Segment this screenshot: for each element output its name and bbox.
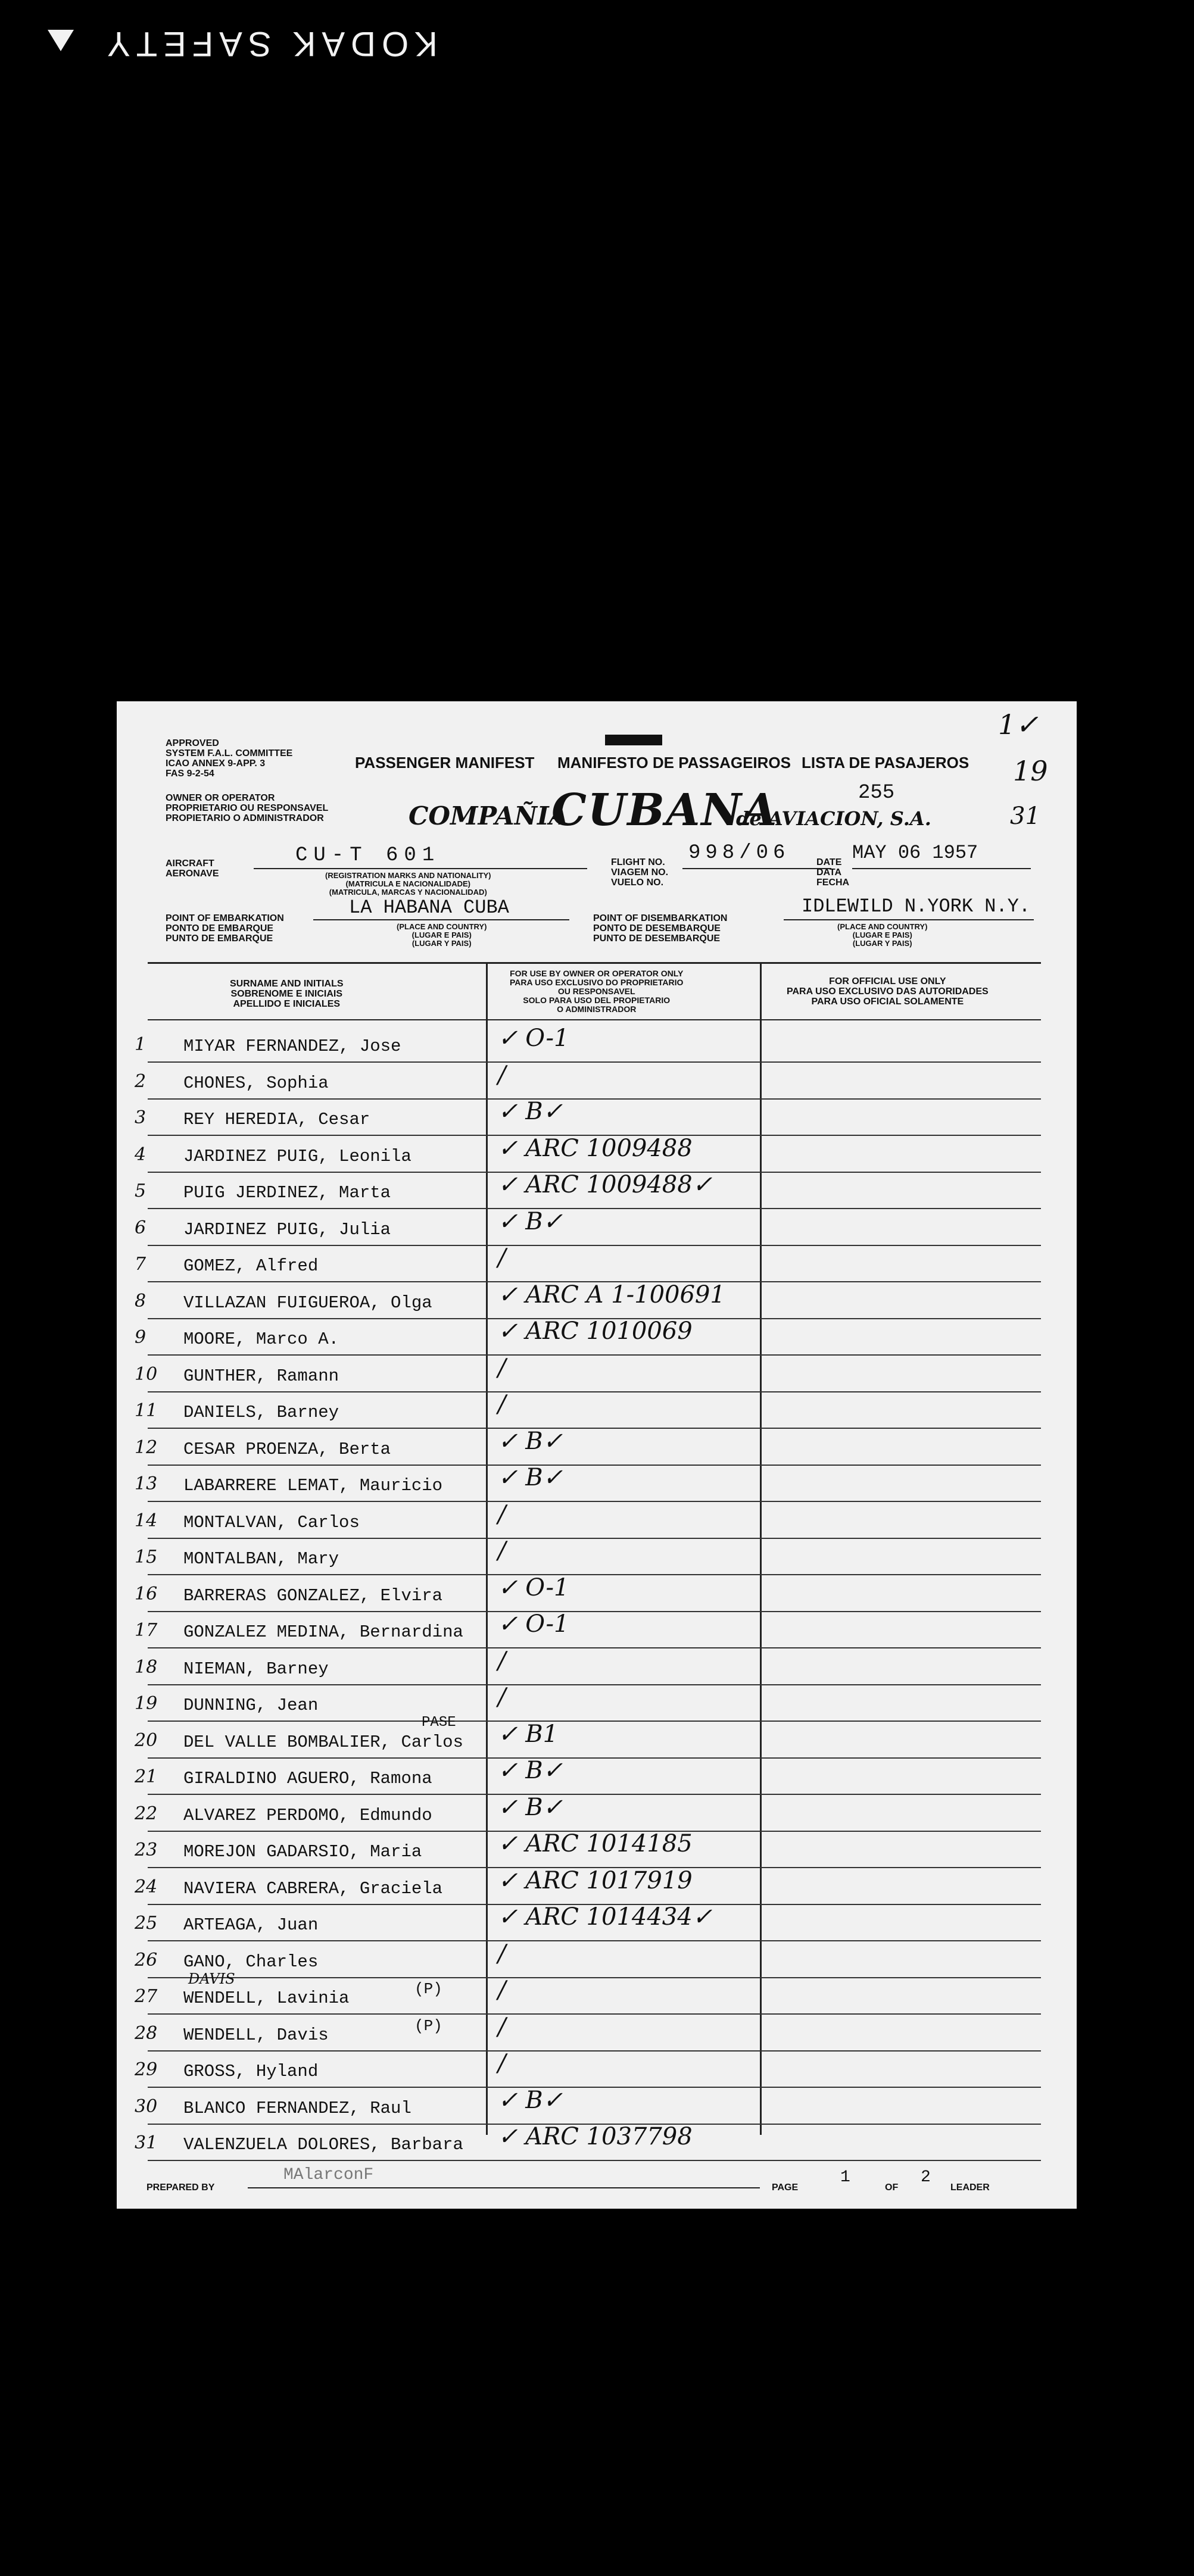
title-en: PASSENGER MANIFEST xyxy=(355,754,535,772)
table-row xyxy=(117,1356,1077,1392)
passenger-manifest xyxy=(117,701,1077,2209)
row-number: 26 xyxy=(135,1950,158,1971)
embark-place-label: (PLACE AND COUNTRY) (LUGAR E PAIS) (LUGAR Y PAIS) xyxy=(397,922,487,948)
owner-note: ✓ ARC A 1-100691 xyxy=(498,1281,725,1309)
owner-note: / xyxy=(498,1061,506,1089)
table-row xyxy=(117,1502,1077,1539)
passenger-name: JARDINEZ PUIG, Julia xyxy=(183,1220,391,1239)
row-number: 30 xyxy=(135,2096,158,2117)
row-number: 31 xyxy=(135,2132,158,2153)
table-row xyxy=(117,1136,1077,1173)
owner-note: ✓ B1 xyxy=(498,1721,559,1748)
row-number: 21 xyxy=(135,1766,158,1787)
disembark-place-label: (PLACE AND COUNTRY) (LUGAR E PAIS) (LUGAR Y PAIS) xyxy=(837,922,928,948)
owner-note: / xyxy=(498,1940,506,1968)
manifest-number: 255 xyxy=(858,782,895,804)
flight-underline xyxy=(682,868,831,869)
owner-note: ✓ B✓ xyxy=(498,1428,563,1455)
table-header-rule xyxy=(148,1019,1041,1020)
corner-mark-2: 19 xyxy=(1013,755,1048,787)
aircraft-value: CU-T 601 xyxy=(295,844,441,867)
table-top-rule xyxy=(148,962,1041,964)
owner-note: / xyxy=(498,1354,506,1382)
owner-note: ✓ ARC 1014185 xyxy=(498,1830,693,1857)
table-row xyxy=(117,1209,1077,1246)
aircraft-underline xyxy=(254,868,587,869)
passenger-name: CHONES, Sophia xyxy=(183,1073,329,1093)
embark-value: LA HABANA CUBA xyxy=(349,897,509,919)
table-row xyxy=(117,1282,1077,1319)
table-row xyxy=(117,1831,1077,1868)
row-number: 10 xyxy=(135,1364,158,1385)
disembark-label: POINT OF DISEMBARKATION PONTO DE DESEMBARQUE PUNTO DE DESEMBARQUE xyxy=(593,913,728,944)
table-row xyxy=(117,1465,1077,1502)
row-number: 27 xyxy=(135,1986,158,2007)
owner-note: ✓ B✓ xyxy=(498,2087,563,2114)
page-value: 1 xyxy=(840,2168,850,2187)
row-number: 19 xyxy=(135,1693,158,1714)
passenger-name: BLANCO FERNANDEZ, Raul xyxy=(183,2099,411,2118)
passenger-name: REY HEREDIA, Cesar xyxy=(183,1110,370,1129)
passenger-name: LABARRERE LEMAT, Mauricio xyxy=(183,1476,443,1495)
row-number: 15 xyxy=(135,1547,158,1568)
row-number: 5 xyxy=(135,1181,146,1201)
row-number: 2 xyxy=(135,1071,146,1092)
owner-note: / xyxy=(498,1537,506,1565)
owner-note: ✓ ARC 1009488✓ xyxy=(498,1171,713,1198)
disembark-value: IDLEWILD N.YORK N.Y. xyxy=(802,895,1031,917)
prepared-by-underline xyxy=(248,2187,760,2188)
table-row xyxy=(117,2124,1077,2161)
row-number: 17 xyxy=(135,1620,158,1641)
redaction-mark xyxy=(605,735,662,745)
table-row xyxy=(117,1099,1077,1136)
page-label: PAGE xyxy=(772,2182,799,2193)
leader-label: LEADER xyxy=(950,2182,990,2193)
flight-value: 998/06 xyxy=(688,842,790,864)
owner-note: ✓ ARC 1037798 xyxy=(498,2123,693,2150)
table-row xyxy=(117,1575,1077,1612)
approved-block xyxy=(166,738,292,779)
row-number: 29 xyxy=(135,2059,158,2080)
owner-note: / xyxy=(498,1501,506,1528)
row-mark: (P) xyxy=(414,1980,442,1998)
row-number: 28 xyxy=(135,2023,158,2044)
passenger-name: MONTALVAN, Carlos xyxy=(183,1513,360,1532)
owner-note: ✓ B✓ xyxy=(498,1464,563,1491)
passenger-name: MIYAR FERNANDEZ, Jose xyxy=(183,1036,401,1056)
table-row xyxy=(117,1904,1077,1941)
owner-note: ✓ O-1 xyxy=(498,1025,569,1052)
passenger-name: DUNNING, Jean xyxy=(183,1696,319,1715)
table-row xyxy=(117,1795,1077,1832)
table-row xyxy=(117,1172,1077,1209)
row-number: 8 xyxy=(135,1291,146,1312)
owner-note: / xyxy=(498,1391,506,1418)
row-number: 14 xyxy=(135,1510,158,1531)
table-row xyxy=(117,1026,1077,1063)
film-arrow-icon xyxy=(48,30,74,51)
table-row xyxy=(117,1758,1077,1795)
owner-note: ✓ B✓ xyxy=(498,1794,563,1821)
owner-note: ✓ O-1 xyxy=(498,1610,569,1638)
table-row xyxy=(117,2051,1077,2088)
of-label: OF xyxy=(885,2182,899,2193)
row-number: 9 xyxy=(135,1327,146,1348)
row-number: 1 xyxy=(135,1034,146,1055)
prepared-by-value: MAlarconF xyxy=(283,2166,374,2184)
row-number: 24 xyxy=(135,1876,158,1897)
of-value: 2 xyxy=(921,2168,931,2187)
row-number: 20 xyxy=(135,1730,158,1751)
corner-mark-1: 1✓ xyxy=(998,708,1039,741)
table-row xyxy=(117,1648,1077,1685)
passenger-name: DEL VALLE BOMBALIER, Carlos xyxy=(183,1732,463,1752)
row-number: 11 xyxy=(135,1400,158,1421)
owner-note: / xyxy=(498,1647,506,1675)
passenger-name: MONTALBAN, Mary xyxy=(183,1549,339,1569)
row-number: 18 xyxy=(135,1657,158,1678)
row-annotation-above: PASE xyxy=(422,1715,456,1731)
column-header-official: FOR OFFICIAL USE ONLY PARA USO EXCLUSIVO DAS AUTORIDADES PARA USO OFICIAL SOLAMENTE xyxy=(787,976,989,1007)
passenger-name: NAVIERA CABRERA, Graciela xyxy=(183,1879,443,1899)
table-row xyxy=(117,1715,1077,1759)
table-row xyxy=(117,1868,1077,1905)
passenger-name: ARTEAGA, Juan xyxy=(183,1915,319,1935)
owner-note: ✓ B✓ xyxy=(498,1757,563,1784)
row-number: 7 xyxy=(135,1254,146,1275)
passenger-name: GOMEZ, Alfred xyxy=(183,1256,319,1276)
row-number: 3 xyxy=(135,1107,146,1128)
passenger-name: GANO, Charles xyxy=(183,1952,319,1972)
table-row xyxy=(117,1971,1077,2015)
owner-note: ✓ ARC 1010069 xyxy=(498,1317,693,1345)
passenger-name: MOREJON GADARSIO, Maria xyxy=(183,1842,422,1862)
row-rule xyxy=(148,2160,1041,2161)
embark-underline xyxy=(313,919,569,920)
table-row xyxy=(117,1245,1077,1282)
owner-note: ✓ ARC 1017919 xyxy=(498,1867,693,1894)
table-row xyxy=(117,2088,1077,2125)
embark-label: POINT OF EMBARKATION PONTO DE EMBARQUE PUNTO DE EMBARQUE xyxy=(166,913,284,944)
film-edge xyxy=(0,0,1194,71)
approved-line: APPROVED xyxy=(166,738,219,748)
row-number: 22 xyxy=(135,1803,158,1824)
passenger-name: ALVAREZ PERDOMO, Edmundo xyxy=(183,1806,432,1825)
approved-line: SYSTEM F.A.L. COMMITTEE xyxy=(166,748,293,758)
passenger-name: WENDELL, Lavinia xyxy=(183,1988,350,2008)
owner-note: / xyxy=(498,2050,506,2077)
prepared-by-label: PREPARED BY xyxy=(146,2182,215,2193)
flight-label: FLIGHT NO. VIAGEM NO. VUELO NO. xyxy=(611,857,669,888)
table-row xyxy=(117,1941,1077,1978)
passenger-name: MOORE, Marco A. xyxy=(183,1329,339,1349)
owner-note: / xyxy=(498,2013,506,2041)
passenger-name: GIRALDINO AGUERO, Ramona xyxy=(183,1769,432,1788)
company-name: CUBANA xyxy=(551,785,778,836)
aircraft-reg-label: (REGISTRATION MARKS AND NATIONALITY) (MATRICULA E NACIONALIDADE) (MATRICULA, MARCAS Y NACIONALIDAD) xyxy=(325,871,491,897)
table-row xyxy=(117,2015,1077,2052)
passenger-name: NIEMAN, Barney xyxy=(183,1659,329,1679)
owner-note: ✓ B✓ xyxy=(498,1208,563,1235)
passenger-name: BARRERAS GONZALEZ, Elvira xyxy=(183,1586,443,1606)
owner-note: ✓ ARC 1009488 xyxy=(498,1135,693,1162)
company-prefix: COMPAÑIA xyxy=(409,801,569,830)
disembark-underline xyxy=(784,919,1034,920)
table-row xyxy=(117,1319,1077,1356)
corner-mark-3: 31 xyxy=(1010,803,1040,830)
date-label: DATE DATA FECHA xyxy=(816,857,850,888)
table-row xyxy=(117,1429,1077,1466)
passenger-name: JARDINEZ PUIG, Leonila xyxy=(183,1147,411,1166)
column-header-owner: FOR USE BY OWNER OR OPERATOR ONLY PARA USO EXCLUSIVO DO PROPRIETARIO OU RESPONSAVEL SOLO PARA USO DEL PROPIETARIO O ADMINISTRADOR xyxy=(510,969,684,1014)
table-row xyxy=(117,1063,1077,1100)
company-suffix: de AVIACION, S.A. xyxy=(736,807,931,830)
date-value: MAY 06 1957 xyxy=(852,842,978,864)
passenger-name: GROSS, Hyland xyxy=(183,2062,319,2081)
owner-note: / xyxy=(498,1977,506,2004)
passenger-name: CESAR PROENZA, Berta xyxy=(183,1440,391,1459)
approved-line: FAS 9-2-54 xyxy=(166,769,214,779)
approved-line: ICAO ANNEX 9-APP. 3 xyxy=(166,758,266,769)
owner-note: / xyxy=(498,1684,506,1711)
row-mark: (P) xyxy=(414,2017,442,2035)
owner-label: OWNER OR OPERATOR PROPRIETARIO OU RESPONSAVEL PROPIETARIO O ADMINISTRADOR xyxy=(166,793,329,823)
date-underline xyxy=(852,868,1031,869)
passenger-name: WENDELL, Davis xyxy=(183,2025,329,2045)
table-row xyxy=(117,1612,1077,1648)
table-row xyxy=(117,1392,1077,1429)
table-row xyxy=(117,1538,1077,1575)
row-number: 12 xyxy=(135,1437,158,1458)
row-number: 13 xyxy=(135,1473,158,1494)
table-row xyxy=(117,1685,1077,1722)
passenger-name: VILLAZAN FUIGUEROA, Olga xyxy=(183,1293,432,1313)
row-annotation-above: DAVIS xyxy=(188,1971,235,1987)
row-number: 4 xyxy=(135,1144,146,1165)
row-number: 16 xyxy=(135,1584,158,1604)
column-header-name: SURNAME AND INITIALS SOBRENOME E INICIAIS APELLIDO E INICIALES xyxy=(230,979,344,1009)
row-number: 6 xyxy=(135,1217,146,1238)
row-number: 23 xyxy=(135,1840,158,1860)
title-es: LISTA DE PASAJEROS xyxy=(802,754,969,772)
owner-note: ✓ O-1 xyxy=(498,1574,569,1601)
owner-note: / xyxy=(498,1244,506,1272)
film-edge-text: KODAK SAFETY xyxy=(101,24,438,63)
owner-note: ✓ B✓ xyxy=(498,1098,563,1125)
passenger-name: DANIELS, Barney xyxy=(183,1403,339,1422)
passenger-name: GONZALEZ MEDINA, Bernardina xyxy=(183,1622,463,1642)
title-pt: MANIFESTO DE PASSAGEIROS xyxy=(557,754,791,772)
passenger-name: PUIG JERDINEZ, Marta xyxy=(183,1183,391,1203)
owner-note: ✓ ARC 1014434✓ xyxy=(498,1903,713,1931)
row-number: 25 xyxy=(135,1913,158,1934)
aircraft-label: AIRCRAFT AERONAVE xyxy=(166,858,219,879)
passenger-name: GUNTHER, Ramann xyxy=(183,1366,339,1386)
passenger-name: VALENZUELA DOLORES, Barbara xyxy=(183,2135,463,2155)
